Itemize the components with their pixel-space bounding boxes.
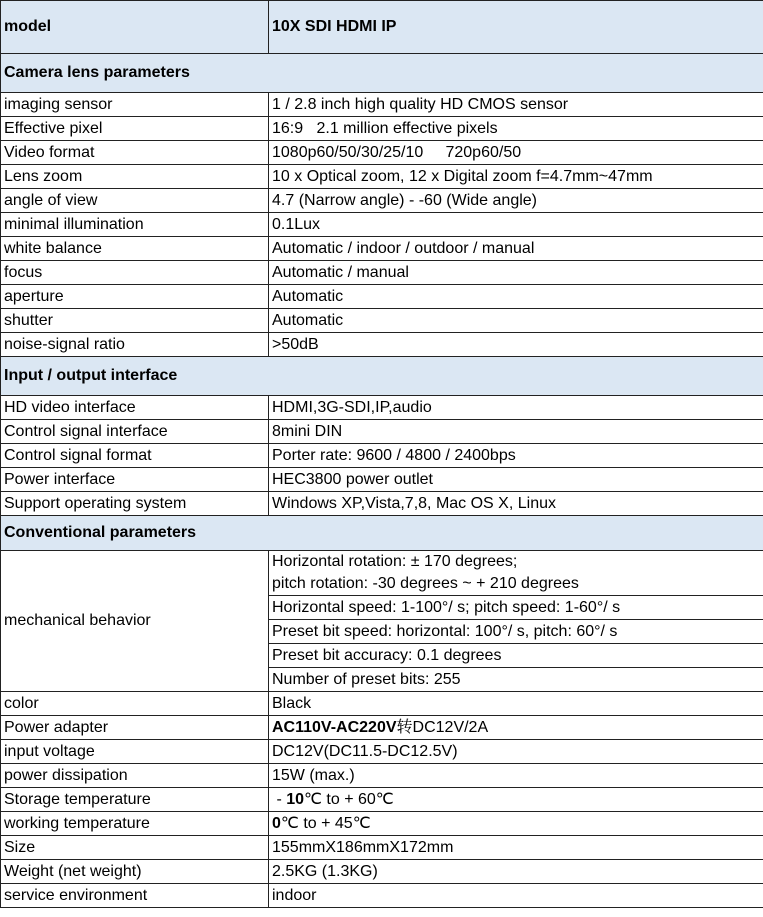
- row-label: Control signal interface: [1, 420, 269, 444]
- table-row: [1, 285, 763, 309]
- value-bold: 0: [272, 814, 281, 832]
- table-row: [1, 93, 763, 117]
- row-value: 15W (max.): [269, 764, 763, 788]
- row-label: Weight (net weight): [1, 860, 269, 884]
- row-value: Horizontal speed: 1-100°/ s; pitch speed: 1-60°/ s: [269, 596, 763, 620]
- table-row: [1, 261, 763, 285]
- row-value: 0.1Lux: [269, 213, 763, 237]
- row-label: angle of view: [1, 189, 269, 213]
- table-row: [1, 396, 763, 420]
- row-value: Number of preset bits: 255: [269, 668, 763, 692]
- row-value: indoor: [269, 884, 763, 908]
- value-rest: ℃ to + 60℃: [304, 790, 394, 808]
- row-value: 2.5KG (1.3KG): [269, 860, 763, 884]
- model-value: 10X SDI HDMI IP: [269, 1, 763, 54]
- model-row: [1, 1, 763, 54]
- row-label: mechanical behavior: [1, 551, 269, 692]
- row-value: Automatic / indoor / outdoor / manual: [269, 237, 763, 261]
- value-rest: ℃ to + 45℃: [280, 814, 371, 832]
- row-value: 155mmX186mmX172mm: [269, 836, 763, 860]
- value-bold: AC110V-AC220V: [272, 719, 397, 736]
- section-title: Conventional parameters: [1, 516, 763, 551]
- row-label: Storage temperature: [1, 788, 269, 812]
- row-label: power dissipation: [1, 764, 269, 788]
- row-value: HEC3800 power outlet: [269, 468, 763, 492]
- table-row: [1, 884, 763, 908]
- row-label: white balance: [1, 237, 269, 261]
- row-label: Control signal format: [1, 444, 269, 468]
- row-value: 1 / 2.8 inch high quality HD CMOS sensor: [269, 93, 763, 117]
- table-row: [1, 812, 763, 836]
- table-row: [1, 860, 763, 884]
- row-value: Automatic: [269, 285, 763, 309]
- row-label: Support operating system: [1, 492, 269, 516]
- section-lens: [1, 54, 763, 93]
- row-value: Windows XP,Vista,7,8, Mac OS X, Linux: [269, 492, 763, 516]
- row-value: 4.7 (Narrow angle) - -60 (Wide angle): [269, 189, 763, 213]
- row-value: 16:9 2.1 million effective pixels: [269, 117, 763, 141]
- row-label: color: [1, 692, 269, 716]
- table-row: [1, 551, 763, 596]
- table-row: [1, 468, 763, 492]
- row-label: Power adapter: [1, 716, 269, 740]
- value-pre: -: [272, 790, 287, 808]
- row-value: [269, 716, 763, 740]
- row-value: [269, 551, 763, 596]
- row-label: minimal illumination: [1, 213, 269, 237]
- row-label: Power interface: [1, 468, 269, 492]
- row-label: aperture: [1, 285, 269, 309]
- row-label: Lens zoom: [1, 165, 269, 189]
- table-row: [1, 836, 763, 860]
- row-value: DC12V(DC11.5-DC12.5V): [269, 740, 763, 764]
- table-row: [1, 764, 763, 788]
- row-value: Preset bit speed: horizontal: 100°/ s, pitch: 60°/ s: [269, 620, 763, 644]
- table-row: [1, 420, 763, 444]
- mech-line: Horizontal rotation: ± 170 degrees;: [272, 553, 518, 570]
- row-value: Automatic: [269, 309, 763, 333]
- table-row: [1, 213, 763, 237]
- table-row: [1, 492, 763, 516]
- table-row: [1, 189, 763, 213]
- row-value: 1080p60/50/30/25/10 720p60/50: [269, 141, 763, 165]
- row-label: noise-signal ratio: [1, 333, 269, 357]
- row-value: Preset bit accuracy: 0.1 degrees: [269, 644, 763, 668]
- section-io: [1, 357, 763, 396]
- row-value: 8mini DIN: [269, 420, 763, 444]
- table-row: [1, 444, 763, 468]
- row-value: [269, 812, 763, 836]
- table-row: [1, 117, 763, 141]
- row-label: HD video interface: [1, 396, 269, 420]
- table-row: [1, 237, 763, 261]
- table-row: [1, 692, 763, 716]
- row-label: imaging sensor: [1, 93, 269, 117]
- value-conj: 转: [396, 717, 413, 736]
- row-value: [269, 788, 763, 812]
- table-row: [1, 165, 763, 189]
- row-value: Porter rate: 9600 / 4800 / 2400bps: [269, 444, 763, 468]
- row-value: Automatic / manual: [269, 261, 763, 285]
- table-row: [1, 141, 763, 165]
- section-title: Input / output interface: [1, 357, 763, 396]
- row-label: Effective pixel: [1, 117, 269, 141]
- table-row: [1, 788, 763, 812]
- section-title: Camera lens parameters: [1, 54, 763, 93]
- mech-line: pitch rotation: -30 degrees ~ + 210 degrees: [272, 575, 579, 592]
- row-label: Size: [1, 836, 269, 860]
- row-label: shutter: [1, 309, 269, 333]
- value-bold: 10: [286, 790, 305, 808]
- row-label: input voltage: [1, 740, 269, 764]
- table-row: [1, 740, 763, 764]
- row-label: focus: [1, 261, 269, 285]
- row-value: >50dB: [269, 333, 763, 357]
- section-conventional: [1, 516, 763, 551]
- table-row: [1, 309, 763, 333]
- table-row: [1, 333, 763, 357]
- row-value: HDMI,3G-SDI,IP,audio: [269, 396, 763, 420]
- model-label: model: [1, 1, 269, 54]
- value-rest: DC12V/2A: [412, 719, 489, 736]
- row-value: 10 x Optical zoom, 12 x Digital zoom f=4.7mm~47mm: [269, 165, 763, 189]
- table-row: [1, 716, 763, 740]
- row-label: service environment: [1, 884, 269, 908]
- row-value: Black: [269, 692, 763, 716]
- row-label: Video format: [1, 141, 269, 165]
- row-label: working temperature: [1, 812, 269, 836]
